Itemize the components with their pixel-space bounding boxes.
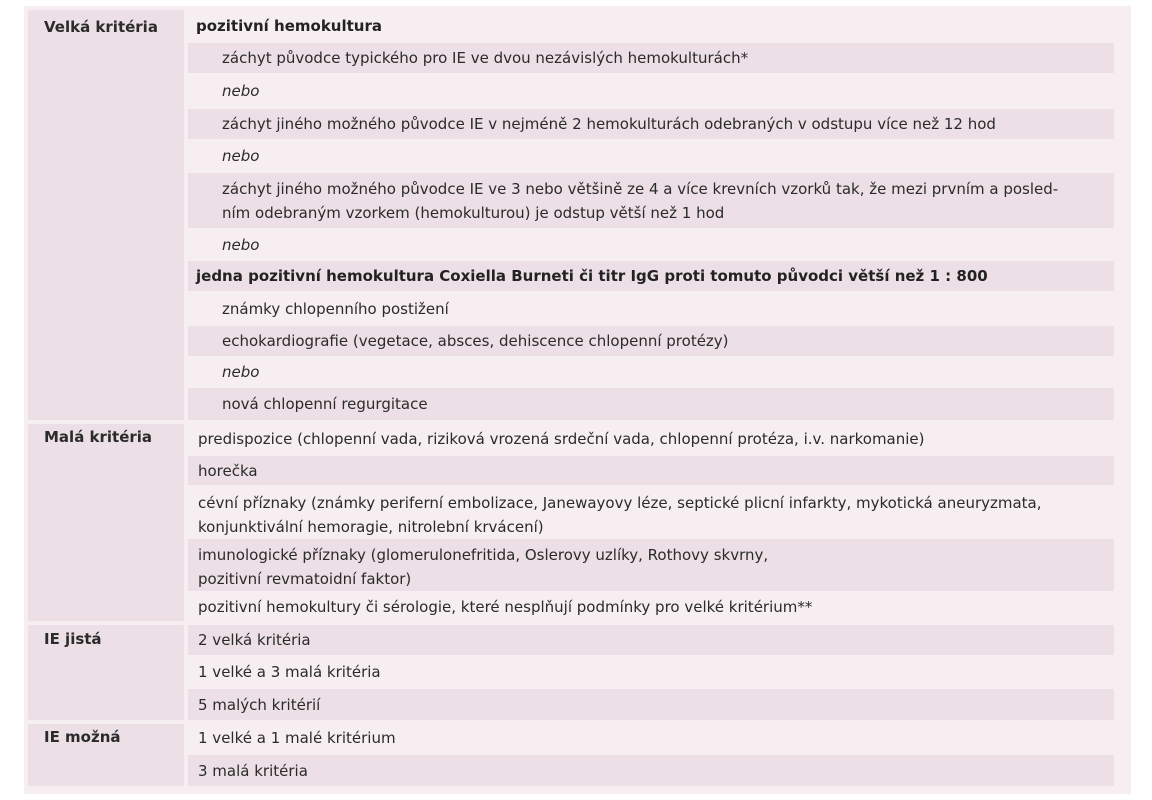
table-row — [188, 358, 1114, 386]
row-text: záchyt jiného možného původce IE ve 3 nebo většině ze 4 a více krevních vzorků tak, že mezi prvním a posled- — [222, 180, 1059, 198]
row-text: nebo — [222, 147, 260, 165]
table-row — [188, 12, 1114, 40]
row-text: nebo — [222, 236, 260, 254]
table-row — [188, 657, 1114, 687]
row-text: 1 velké a 3 malá kritéria — [198, 663, 381, 681]
row-text: predispozice (chlopenní vada, riziková vrozená srdeční vada, chlopenní protéza, i.v. narkomanie) — [198, 430, 925, 448]
major-label-cell — [28, 10, 184, 420]
table-row — [188, 261, 1114, 291]
table-row — [188, 43, 1114, 73]
row-text: pozitivní hemokultury či sérologie, které nesplňují podmínky pro velké kritérium** — [198, 598, 813, 616]
table-row — [188, 755, 1114, 786]
row-text-continued: konjunktivální hemoragie, nitrolební krvácení) — [198, 518, 544, 536]
row-text: záchyt jiného možného původce IE v nejméně 2 hemokulturách odebraných v odstupu více než 12 hod — [222, 115, 996, 133]
table-row — [188, 173, 1114, 228]
table-row — [188, 109, 1114, 139]
table-row — [188, 723, 1114, 753]
major-criteria-label: Velká kritéria — [44, 18, 158, 36]
row-text: známky chlopenního postižení — [222, 300, 449, 318]
table-row — [188, 456, 1114, 485]
row-text-continued: ním odebraným vzorkem (hemokulturou) je odstup větší než 1 hod — [222, 204, 725, 222]
table-row — [188, 593, 1114, 621]
table-row — [188, 539, 1114, 591]
table-row — [188, 388, 1114, 420]
row-text: 5 malých kritérií — [198, 695, 321, 714]
minor-criteria-label: Malá kritéria — [44, 428, 153, 446]
row-text: 1 velké a 1 malé kritérium — [198, 729, 396, 747]
row-text: pozitivní hemokultura — [196, 17, 382, 35]
row-text: cévní příznaky (známky periferní embolizace, Janewayovy léze, septické plicní infarkty, mykotická aneuryzmata, — [198, 494, 1042, 512]
row-text-continued: pozitivní revmatoidní faktor) — [198, 570, 412, 588]
table-row — [188, 142, 1114, 170]
row-text: echokardiografie (vegetace, absces, dehiscence chlopenní protézy) — [222, 332, 729, 350]
table-row — [188, 76, 1114, 106]
row-text: jedna pozitivní hemokultura Coxiella Burneti či titr IgG proti tomuto původci větší než 1 : 800 — [196, 267, 988, 285]
table-row — [188, 231, 1114, 259]
table-row — [188, 487, 1114, 537]
row-text: horečka — [198, 461, 258, 480]
row-text: nová chlopenní regurgitace — [222, 395, 428, 413]
row-text: nebo — [222, 82, 260, 100]
row-text: imunologické příznaky (glomerulonefritida, Oslerovy uzlíky, Rothovy skvrny, — [198, 546, 769, 564]
row-text: nebo — [222, 363, 260, 381]
table-row — [188, 424, 1114, 454]
row-text: 3 malá kritéria — [198, 761, 308, 780]
minor-label-cell — [28, 424, 184, 621]
table-row — [188, 689, 1114, 720]
row-text: 2 velká kritéria — [198, 631, 311, 649]
definite-ie-label: IE jistá — [44, 630, 102, 648]
table-row — [188, 326, 1114, 356]
table-row — [188, 625, 1114, 655]
possible-ie-label: IE možná — [44, 728, 121, 746]
table-row — [188, 294, 1114, 324]
row-text: záchyt původce typického pro IE ve dvou nezávislých hemokulturách* — [222, 49, 749, 67]
